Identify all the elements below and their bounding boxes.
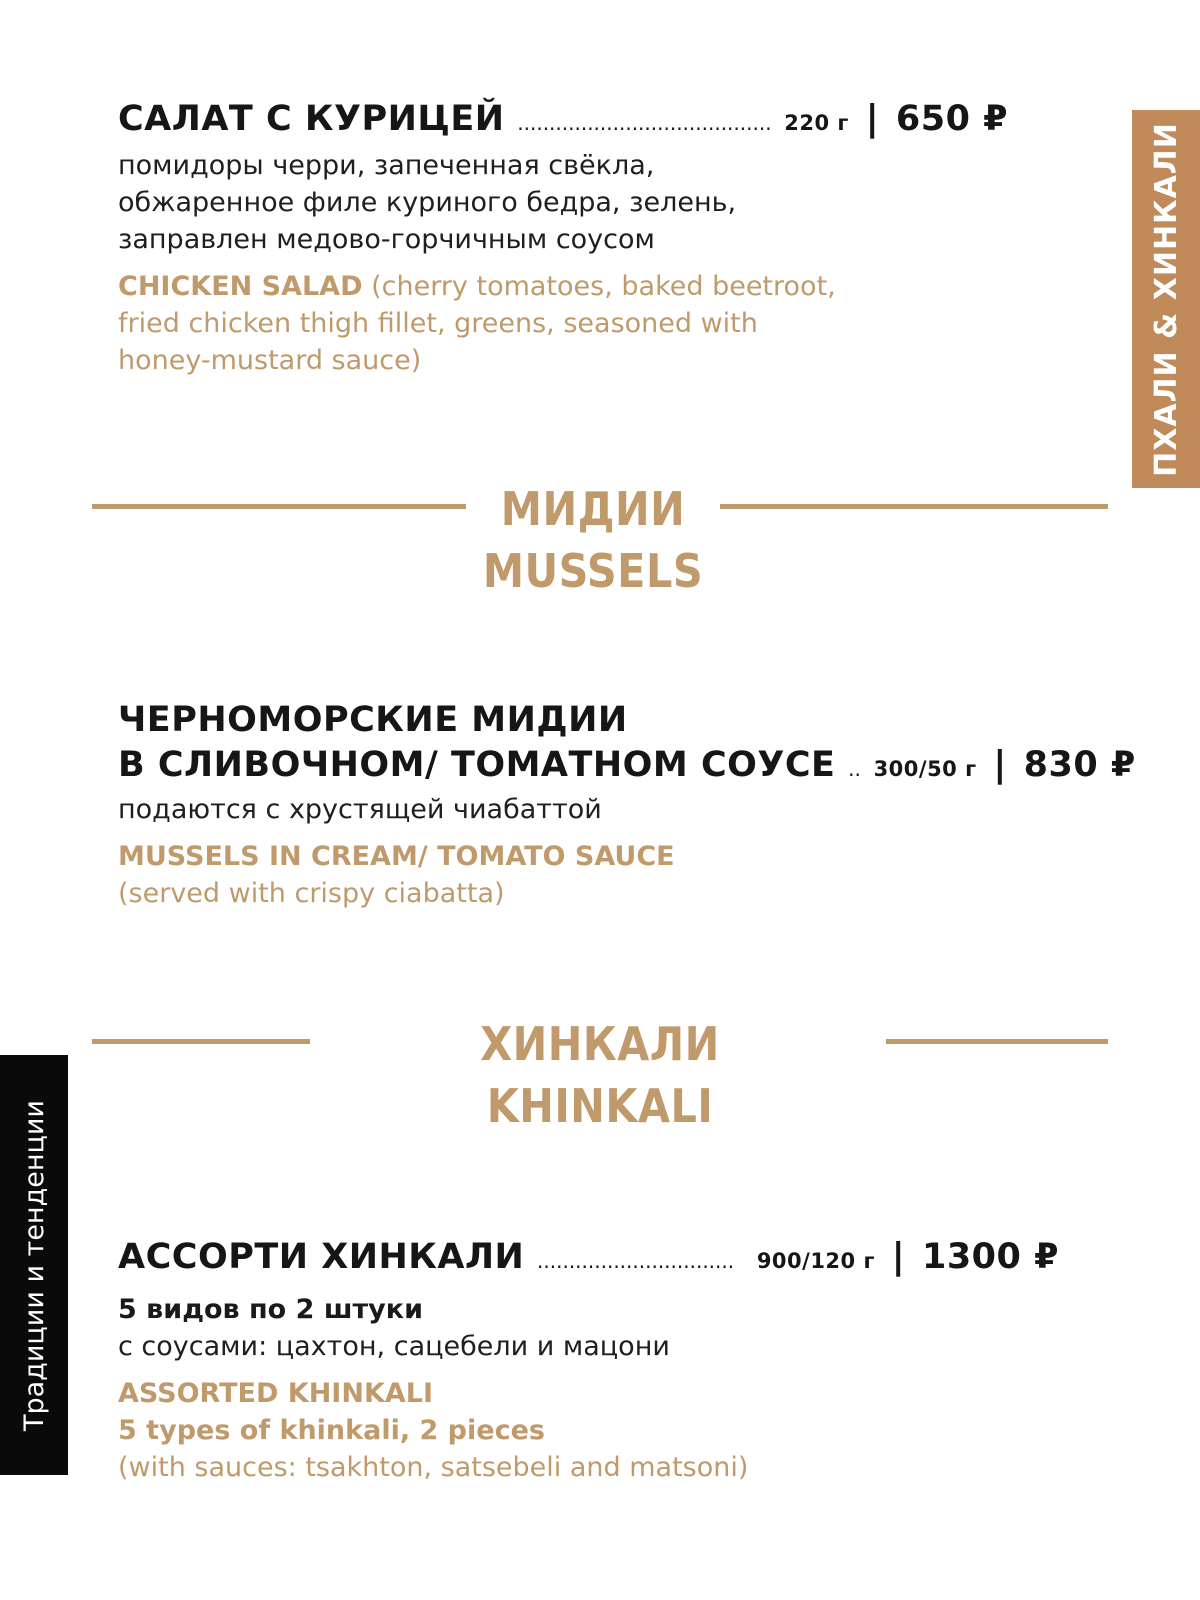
dot-leader: .. bbox=[848, 757, 861, 781]
desc-line: обжаренное филе куриного бедра, зелень, bbox=[118, 187, 737, 218]
en-desc-line: fried chicken thigh fillet, greens, seasoned with bbox=[118, 308, 758, 339]
category-tab[interactable] bbox=[1132, 110, 1200, 488]
price-separator: | bbox=[891, 1236, 906, 1277]
item-weight: 900/120 г bbox=[756, 1249, 875, 1273]
en-title: ASSORTED KHINKALI bbox=[118, 1378, 434, 1409]
menu-item-chicken-salad bbox=[118, 98, 1118, 379]
en-desc-line: (cherry tomatoes, baked beetroot, bbox=[371, 271, 836, 302]
item-title-row bbox=[118, 744, 1136, 785]
price-separator: | bbox=[865, 98, 880, 139]
category-tab-label: ПХАЛИ & ХИНКАЛИ bbox=[1148, 121, 1184, 477]
desc-line: 5 видов по 2 штуки bbox=[118, 1294, 423, 1325]
item-title-line1: ЧЕРНОМОРСКИЕ МИДИИ bbox=[118, 700, 628, 740]
section-heading-khinkali bbox=[420, 1013, 780, 1137]
slogan-text: Традиции и тенденции bbox=[18, 1099, 50, 1431]
en-title: CHICKEN SALAD bbox=[118, 271, 363, 302]
section-divider-left bbox=[92, 1039, 310, 1044]
item-description bbox=[118, 147, 1118, 258]
section-divider-right bbox=[720, 504, 1108, 509]
section-divider-left bbox=[92, 504, 466, 509]
menu-item-assorted-khinkali bbox=[118, 1236, 1118, 1486]
item-description bbox=[118, 1291, 1118, 1365]
price-separator: | bbox=[993, 744, 1007, 785]
section-title-en: KHINKALI bbox=[486, 1079, 714, 1133]
en-title: MUSSELS IN CREAM/ TOMATO SAUCE bbox=[118, 841, 675, 872]
item-price: 650 ₽ bbox=[895, 99, 1009, 139]
section-title-en: MUSSELS bbox=[482, 544, 704, 598]
desc-line: с соусами: цахтон, сацебели и мацони bbox=[118, 1331, 670, 1362]
slogan-strip bbox=[0, 1055, 68, 1475]
menu-item-mussels bbox=[118, 700, 1136, 912]
item-english bbox=[118, 1375, 1118, 1486]
item-title-line2: В СЛИВОЧНОМ/ ТОМАТНОМ СОУСЕ bbox=[118, 745, 836, 785]
dot-leader: ........................................ bbox=[517, 111, 772, 135]
en-line: 5 types of khinkali, 2 pieces bbox=[118, 1415, 545, 1446]
item-title-row bbox=[118, 1236, 1118, 1277]
en-desc-line: (with sauces: tsakhton, satsebeli and matsoni) bbox=[118, 1452, 749, 1483]
item-description bbox=[118, 791, 1128, 828]
section-title-ru: ХИНКАЛИ bbox=[480, 1017, 720, 1071]
item-weight: 220 г bbox=[784, 111, 849, 135]
item-english bbox=[118, 838, 1128, 912]
section-divider-right bbox=[886, 1039, 1108, 1044]
dot-leader: ............................... bbox=[537, 1249, 735, 1273]
desc-line: помидоры черри, запеченная свёкла, bbox=[118, 150, 655, 181]
item-price: 1300 ₽ bbox=[921, 1237, 1059, 1277]
item-price: 830 ₽ bbox=[1023, 745, 1136, 785]
section-heading-mussels bbox=[466, 478, 720, 602]
item-english bbox=[118, 268, 1118, 379]
item-title: САЛАТ С КУРИЦЕЙ bbox=[118, 99, 505, 139]
section-title-ru: МИДИИ bbox=[500, 482, 686, 536]
item-weight: 300/50 г bbox=[873, 757, 977, 781]
desc-line: заправлен медово-горчичным соусом bbox=[118, 224, 655, 255]
desc-line: подаются с хрустящей чиабаттой bbox=[118, 794, 602, 825]
en-desc-line: honey-mustard sauce) bbox=[118, 345, 422, 376]
item-title-row bbox=[118, 98, 1118, 139]
en-desc-line: (served with crispy ciabatta) bbox=[118, 878, 505, 909]
item-title: АССОРТИ ХИНКАЛИ bbox=[118, 1237, 525, 1277]
